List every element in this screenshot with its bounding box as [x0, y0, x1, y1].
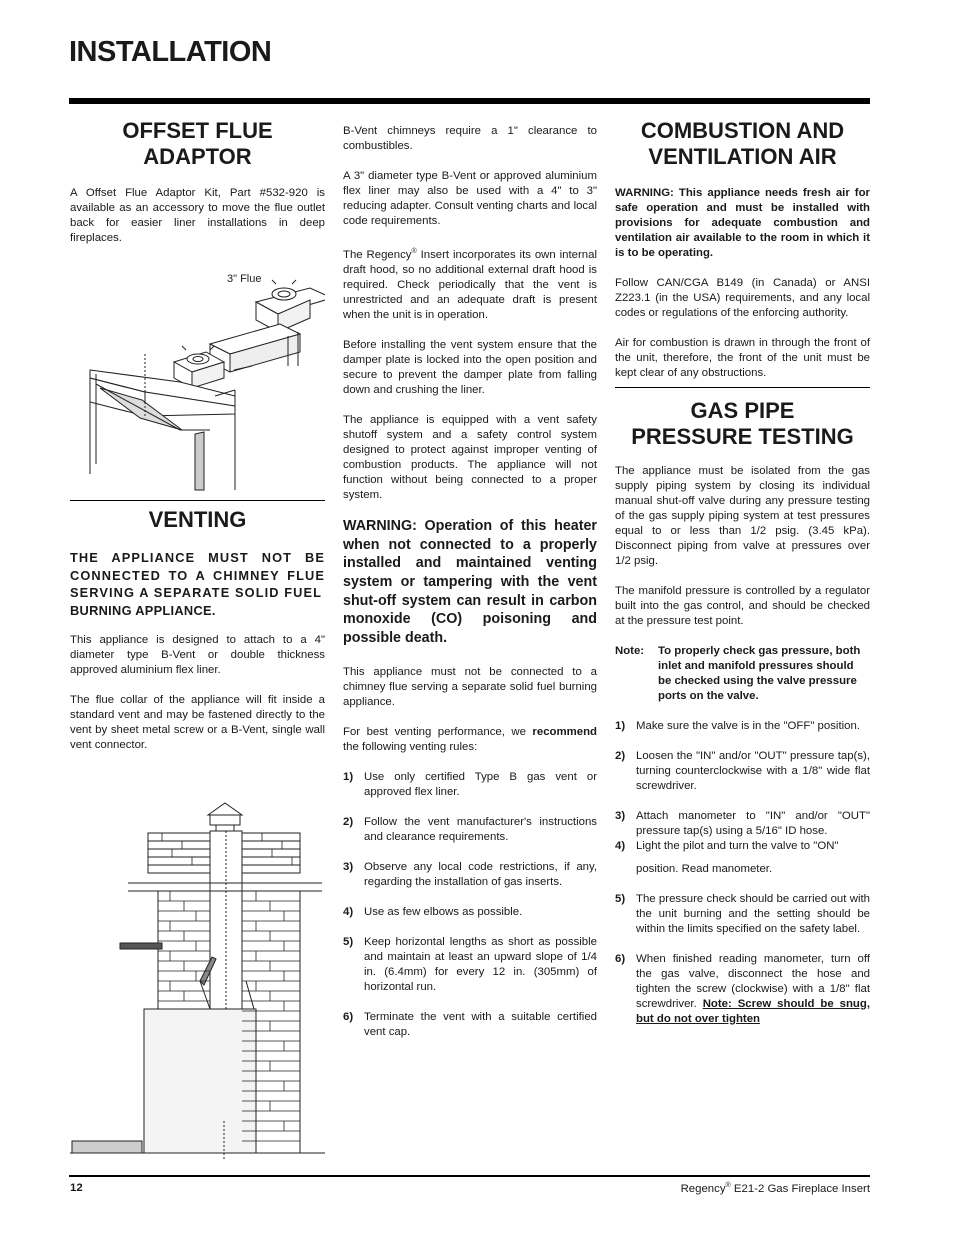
- list-item-continued: position. Read manometer.: [636, 863, 773, 875]
- combustion-heading: COMBUSTION AND VENTILATION AIR: [640, 118, 845, 169]
- list-item: 6) Terminate the vent with a suitable certified vent cap.: [343, 1010, 597, 1038]
- header-rule: [69, 98, 870, 104]
- section-divider: [615, 387, 870, 388]
- venting-paragraph-2: The flue collar of the appliance will fit inside a standard vent and may be fastened directly to the vent by sheet metal screw or a B-Vent, single wall vent connector.: [70, 694, 325, 751]
- offset-flue-heading: OFFSET FLUE ADAPTOR: [122, 118, 273, 169]
- co-warning: WARNING: Operation of this heater when not connected to a properly installed and maintained venting system or tampering with the vent shut-off system can result in carbon monoxide (CO) poisoning and possible death.: [343, 517, 597, 647]
- offset-flue-text: A Offset Flue Adaptor Kit, Part #532-920 is available as an accessory to move the flue outlet back for easier liner installations in deep fireplaces.: [70, 187, 325, 244]
- air-intake-text: Air for combustion is drawn in through the front of the unit, therefore, the front of the unit must be kept clear of any obstructions.: [615, 337, 870, 379]
- list-item: 1) Use only certified Type B gas vent or approved flex liner.: [343, 770, 597, 798]
- venting-rules-list: [343, 770, 597, 1040]
- draft-hood-text: The Regency® Insert incorporates its own internal draft hood, so no additional external draft hood is required. Check periodically that the vent is unrestricted and an adequate draft is present when the unit is in operation.: [343, 248, 598, 321]
- chimney-diagram: [70, 791, 325, 1159]
- footer-rule: [69, 1175, 870, 1177]
- venting-heading: VENTING: [148, 507, 247, 532]
- list-item: 3) Observe any local code restrictions, if any, regarding the installation of gas inserts.: [343, 860, 597, 888]
- damper-plate-text: Before installing the vent system ensure that the damper plate is locked into the open position and secure to prevent the damper plate from falling down and crushing the liner.: [343, 338, 597, 396]
- venting-rules-intro: For best venting performance, we recommend the following venting rules:: [343, 725, 597, 753]
- venting-paragraph-1: This appliance is designed to attach to a 4" diameter type B-Vent or double thickness approved aluminium flex liner.: [70, 634, 325, 676]
- list-item: 3) Attach manometer to "IN" and/or "OUT" pressure tap(s) using a 5/16" ID hose.: [615, 810, 870, 837]
- list-item: 6) When finished reading manometer, turn off the gas valve, disconnect the hose and tighten the screw (clockwise) with a 1/8" flat screwdriver. Note: Screw should be snug, but do not over tighten: [615, 953, 870, 1025]
- flue-label: 3" Flue: [227, 273, 262, 285]
- codes-text: Follow CAN/CGA B149 (in Canada) or ANSI Z223.1 (in the USA) requirements, and any local codes or regulations of the enforcing authority.: [615, 277, 870, 319]
- column-right: [615, 118, 870, 1027]
- page-number: 12: [70, 1182, 83, 1194]
- column-middle: [343, 124, 597, 1040]
- column-left: [70, 118, 325, 1159]
- pressure-steps-list: [615, 719, 870, 1027]
- list-item: 1) Make sure the valve is in the "OFF" position.: [615, 720, 860, 732]
- offset-adaptor-diagram: [70, 254, 325, 492]
- offset-adaptor-illustration: [70, 254, 325, 492]
- list-item: 2) Follow the vent manufacturer's instructions and clearance requirements.: [343, 815, 597, 843]
- list-item: 4) Light the pilot and turn the valve to "ON": [615, 840, 839, 852]
- chimney-illustration: [70, 791, 325, 1159]
- bvent-clearance-text: B-Vent chimneys require a 1" clearance to combustibles.: [343, 125, 597, 152]
- gas-pipe-heading: GAS PIPE PRESSURE TESTING: [631, 398, 854, 449]
- list-item: 5) The pressure check should be carried out with the unit burning and the setting should be within the limits specified on the safety label.: [615, 893, 870, 935]
- footer-product: Regency® E21-2 Gas Fireplace Insert: [680, 1182, 870, 1195]
- venting-caps-warning: THE APPLIANCE MUST NOT BE CONNECTED TO A CHIMNEY FLUE SERVING A SEPARATE SOLID FUEL BURNING APPLIANCE.: [70, 550, 325, 618]
- list-item: 5) Keep horizontal lengths as short as possible and maintain at least an upward slope of 1/4 in. (6.4mm) for every 12 in. (305mm) of horizontal run.: [343, 935, 597, 993]
- solid-fuel-text: This appliance must not be connected to a chimney flue serving a separate solid fuel burning appliance.: [343, 665, 597, 708]
- isolation-text: The appliance must be isolated from the gas supply piping system by closing its individual manual shut-off valve during any pressure testing of the gas supply piping system at test pressures equal to or less than 1/2 psig. (3.45 kPa). Disconnect piping from valve at pressures over 1/2 psig.: [615, 465, 870, 567]
- page-title: INSTALLATION: [69, 36, 272, 68]
- vent-safety-text: The appliance is equipped with a vent safety shutoff system and a safety control system designed to protect against improper venting of combustion products. The appliance will not function without being connected to a proper system.: [343, 413, 597, 501]
- bvent-reducer-text: A 3" diameter type B-Vent or approved aluminium flex liner may also be used with a 4" to 3" reducing adapter. Consult venting charts and local code requirements.: [343, 170, 597, 227]
- fresh-air-warning: WARNING: This appliance needs fresh air for safe operation and must be installed with provisions for adequate combustion and ventilation air available to the room in which it is to be operating.: [615, 187, 870, 259]
- section-divider: [70, 500, 325, 501]
- screw-note: Note: Screw should be snug, but do not over tighten: [636, 998, 870, 1025]
- manifold-text: The manifold pressure is controlled by a regulator built into the gas control, and should be checked at the pressure test point.: [615, 585, 870, 627]
- pressure-note: Note: To properly check gas pressure, both inlet and manifold pressures should be checked using the valve pressure ports on the valve.: [615, 645, 861, 702]
- list-item: 2) Loosen the "IN" and/or "OUT" pressure tap(s), turning counterclockwise with a 1/8" wide flat screwdriver.: [615, 750, 870, 792]
- list-item: 4) Use as few elbows as possible.: [343, 905, 523, 918]
